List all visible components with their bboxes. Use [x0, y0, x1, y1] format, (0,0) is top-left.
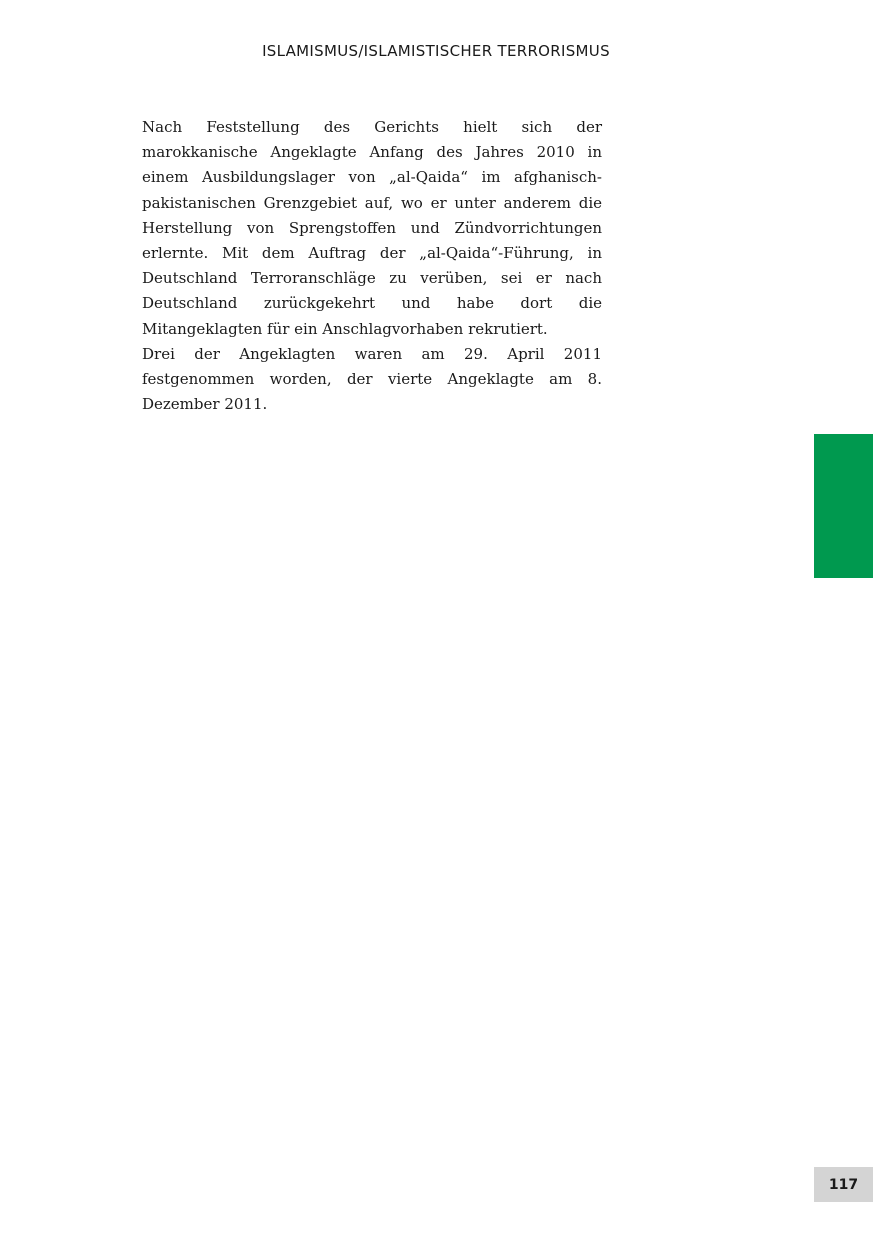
- running-header: ISLAMISMUS/ISLAMISTISCHER TERRORISMUS: [262, 42, 610, 60]
- paragraph-2: Drei der Angeklagten waren am 29. April 2011 festgenommen worden, der vierte Angeklagte am 8. Dezember 2011.: [142, 344, 602, 414]
- page-number: 117: [814, 1167, 873, 1202]
- body-text: [142, 115, 602, 417]
- chapter-tab-marker: [814, 434, 873, 578]
- paragraph-1: Nach Feststellung des Gerichts hielt sich der marokkanische Angeklagte Anfang des Jahres 2010 in einem Ausbildungslager von „al-Qaida“ im afghanisch-pakistanischen Grenzgebiet auf, wo er unter anderem die Herstellung von Sprengstoffen und Zündvorrichtungen erlernte. Mit dem Auftrag der „al-Qaida“-Führung, in Deutschland Terroranschläge zu verüben, sei er nach Deutschland zurückgekehrt und habe dort die Mitangeklagten für ein Anschlagvorhaben rekrutiert.: [142, 118, 602, 338]
